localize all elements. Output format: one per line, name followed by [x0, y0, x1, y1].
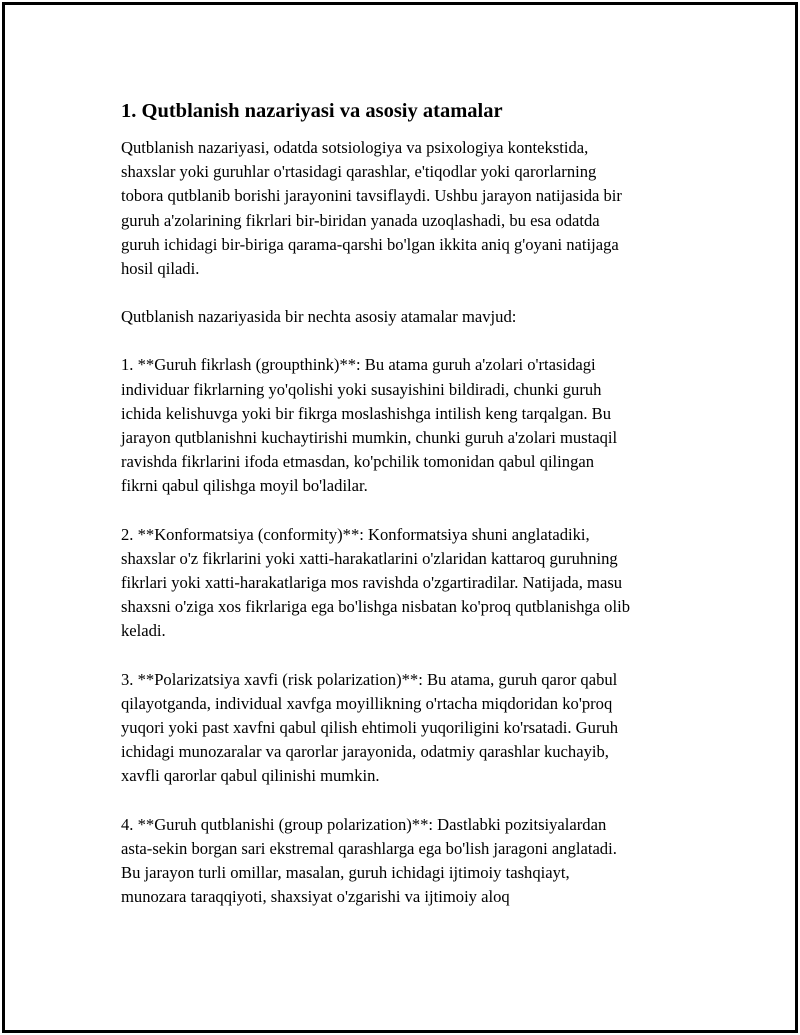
text-line: 1. **Guruh fikrlash (groupthink)**: Bu atama guruh a'zolari o'rtasidagi [121, 355, 596, 375]
text-line: fikrlari yoki xatti-harakatlariga mos ravishda o'zgartiradilar. Natijada, masu [121, 573, 623, 593]
text-line: yuqori yoki past xavfni qabul qilish ehtimoli yuqoriligini ko'rsatadi. Guruh [121, 718, 619, 738]
text-line: xavfli qarorlar qabul qilinishi mumkin. [121, 766, 380, 786]
text-line: guruh ichidagi bir-biriga qarama-qarshi bo'lgan ikkita aniq g'oyani natijaga [121, 234, 619, 254]
paragraph-item-2 [121, 523, 721, 644]
text-line: hosil qiladi. [121, 259, 200, 279]
text-line: guruh a'zolarining fikrlari bir-biridan yanada uzoqlashadi, bu esa odatda [121, 210, 600, 230]
text-line: tobora qutblanib borishi jarayonini tavsiflaydi. Ushbu jarayon natijasida bir [121, 186, 622, 206]
paragraph-item-1 [121, 353, 721, 498]
section-heading: 1. Qutblanish nazariyasi va asosiy atamalar [121, 100, 503, 122]
text-line: 3. **Polarizatsiya xavfi (risk polarization)**: Bu atama, guruh qaror qabul [121, 669, 618, 689]
text-line: jarayon qutblanishni kuchaytirishi mumkin, chunki guruh a'zolari mustaqil [121, 428, 618, 448]
text-line: shaxslar o'z fikrlarini yoki xatti-harakatlarini o'zlaridan kattaroq guruhning [121, 548, 618, 568]
paragraph-item-3 [121, 668, 721, 789]
text-line: 2. **Konformatsiya (conformity)**: Konformatsiya shuni anglatadiki, [121, 524, 590, 544]
text-line: 4. **Guruh qutblanishi (group polarization)**: Dastlabki pozitsiyalardan [121, 814, 607, 834]
text-line: Qutblanish nazariyasi, odatda sotsiologiya va psixologiya kontekstida, [121, 138, 589, 157]
text-line: Qutblanish nazariyasida bir nechta asosiy atamalar mavjud: [121, 307, 517, 327]
text-line: ravishda fikrlarini ifoda etmasdan, ko'pchilik tomonidan qabul qilingan [121, 452, 595, 472]
text-line: keladi. [121, 621, 166, 641]
text-line: shaxsni o'ziga xos fikrlariga ega bo'lishga nisbatan ko'proq qutblanishga olib [121, 597, 630, 617]
page-frame [2, 2, 798, 1033]
paragraph-item-4 [121, 813, 721, 910]
text-line: asta-sekin borgan sari ekstremal qarashlarga ega bo'lish jaragoni anglatadi. [121, 838, 617, 858]
text-line: munozara taraqqiyoti, shaxsiyat o'zgarishi va ijtimoiy aloq [121, 887, 510, 907]
text-line: individuar fikrlarning yo'qolishi yoki susayishini bildiradi, chunki guruh [121, 379, 602, 399]
text-line: shaxslar yoki guruhlar o'rtasidagi qarashlar, e'tiqodlar yoki qarorlarning [121, 162, 597, 182]
paragraph-intro [121, 136, 721, 281]
paragraph-terms-intro [121, 305, 721, 329]
text-line: ichidagi munozaralar va qarorlar jarayonida, odatmiy qarashlar kuchayib, [121, 742, 609, 762]
text-line: fikrni qabul qilishga moyil bo'ladilar. [121, 476, 368, 496]
text-line: ichida kelishuvga yoki bir fikrga moslashishga intilish keng tarqalgan. Bu [121, 403, 612, 423]
document-body [121, 98, 721, 933]
text-line: qilayotganda, individual xavfga moyillikning o'rtacha miqdoridan ko'proq [121, 693, 613, 713]
text-line: Bu jarayon turli omillar, masalan, guruh ichidagi ijtimoiy tashqiayt, [121, 863, 570, 883]
